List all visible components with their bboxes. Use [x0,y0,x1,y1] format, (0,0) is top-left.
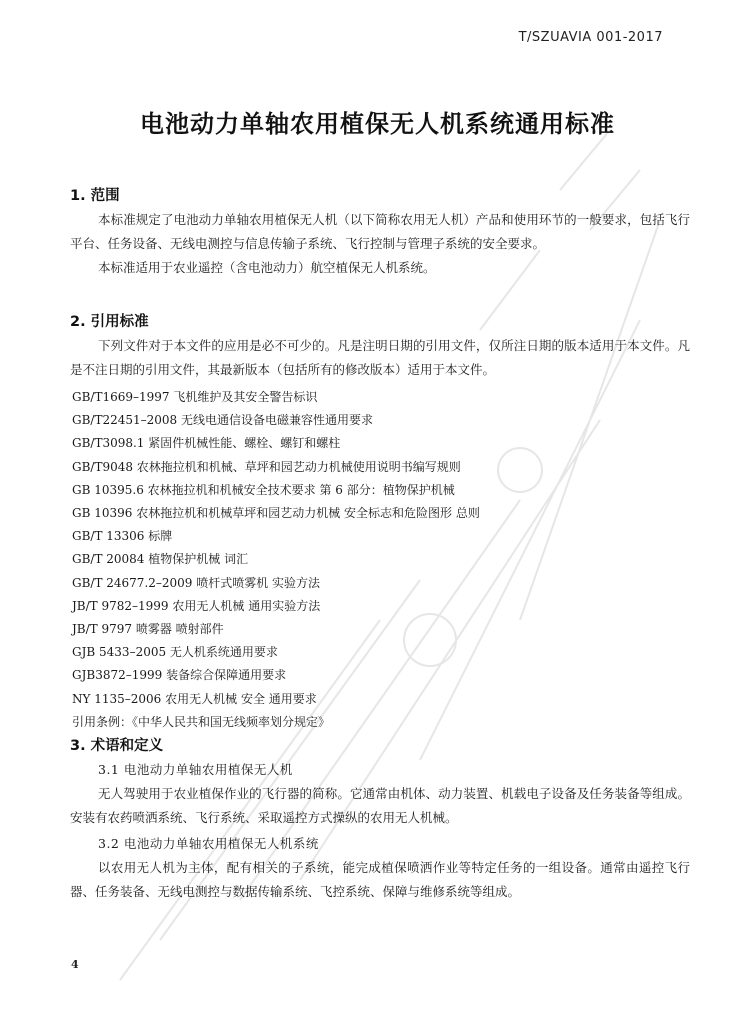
section-gap [70,280,690,310]
reference-item: GB 10396 农林拖拉机和机械草坪和园艺动力机械 安全标志和危险图形 总则 [72,506,480,521]
references-intro: 下列文件对于本文件的应用是必不可少的。凡是注明日期的引用文件，仅所注日期的版本适用于本文件。凡是不注日期的引用文件，其最新版本（包括所有的修改版本）适用于本文件。 [70,338,690,377]
standard-code: T/SZUAVIA 001-2017 [518,30,663,45]
scope-paragraph-2: 本标准适用于农业遥控（含电池动力）航空植保无人机系统。 [98,260,436,275]
reference-item: GJB3872–1999 装备综合保障通用要求 [72,668,287,683]
reference-item: JB/T 9782–1999 农用无人机械 通用实验方法 [72,598,321,613]
reference-item: GB/T 20084 植物保护机械 词汇 [72,552,249,567]
scope-paragraph-1: 本标准规定了电池动力单轴农用植保无人机（以下简称农用无人机）产品和使用环节的一般要求，包括飞行平台、任务设备、无线电测控与信息传输子系统、飞行控制与管理子系统的安全要求。 [70,212,690,251]
reference-item: JB/T 9797 喷雾器 喷射部件 [72,622,224,637]
section-heading-references: 2. 引用标准 [70,314,149,330]
page-number: 4 [71,958,79,971]
reference-item: GB/T3098.1 紧固件机械性能、螺栓、螺钉和螺柱 [72,436,341,451]
reference-item: GB/T 13306 标牌 [72,529,173,544]
reference-list [70,386,690,734]
reference-item: GB/T22451–2008 无线电通信设备电磁兼容性通用要求 [72,413,373,428]
term-3-1-title: 3.1 电池动力单轴农用植保无人机 [98,762,293,778]
term-3-2-title: 3.2 电池动力单轴农用植保无人机系统 [98,836,319,852]
section-heading-terms: 3. 术语和定义 [70,738,164,755]
document-body [70,184,690,904]
document-title: 电池动力单轴农用植保无人机系统通用标准 [140,110,615,138]
reference-item: 引用条例：《中华人民共和国无线频率划分规定》 [72,714,331,729]
term-3-1-body: 无人驾驶用于农业植保作业的飞行器的简称。它通常由机体、动力装置、机载电子设备及任务装备等组成。安装有农药喷洒系统、飞行系统、采取遥控方式操纵的农用无人机械。 [70,786,690,826]
reference-item: GB/T1669–1997 飞机维护及其安全警告标识 [72,390,318,404]
section-heading-scope: 1. 范围 [70,188,120,204]
reference-item: GB/T 24677.2–2009 喷杆式喷雾机 实验方法 [72,575,321,590]
reference-item: GB 10395.6 农林拖拉机和机械安全技术要求 第 6 部分：植物保护机械 [72,482,455,497]
reference-item: NY 1135–2006 农用无人机械 安全 通用要求 [72,691,317,706]
term-3-2-body: 以农用无人机为主体，配有相关的子系统，能完成植保喷洒作业等特定任务的一组设备。通常由遥控飞行器、任务装备、无线电测控与数据传输系统、飞控系统、保障与维修系统等组成。 [70,860,690,900]
reference-item: GJB 5433–2005 无人机系统通用要求 [72,645,278,660]
reference-item: GB/T9048 农林拖拉机和机械、草坪和园艺动力机械使用说明书编写规则 [72,459,461,474]
